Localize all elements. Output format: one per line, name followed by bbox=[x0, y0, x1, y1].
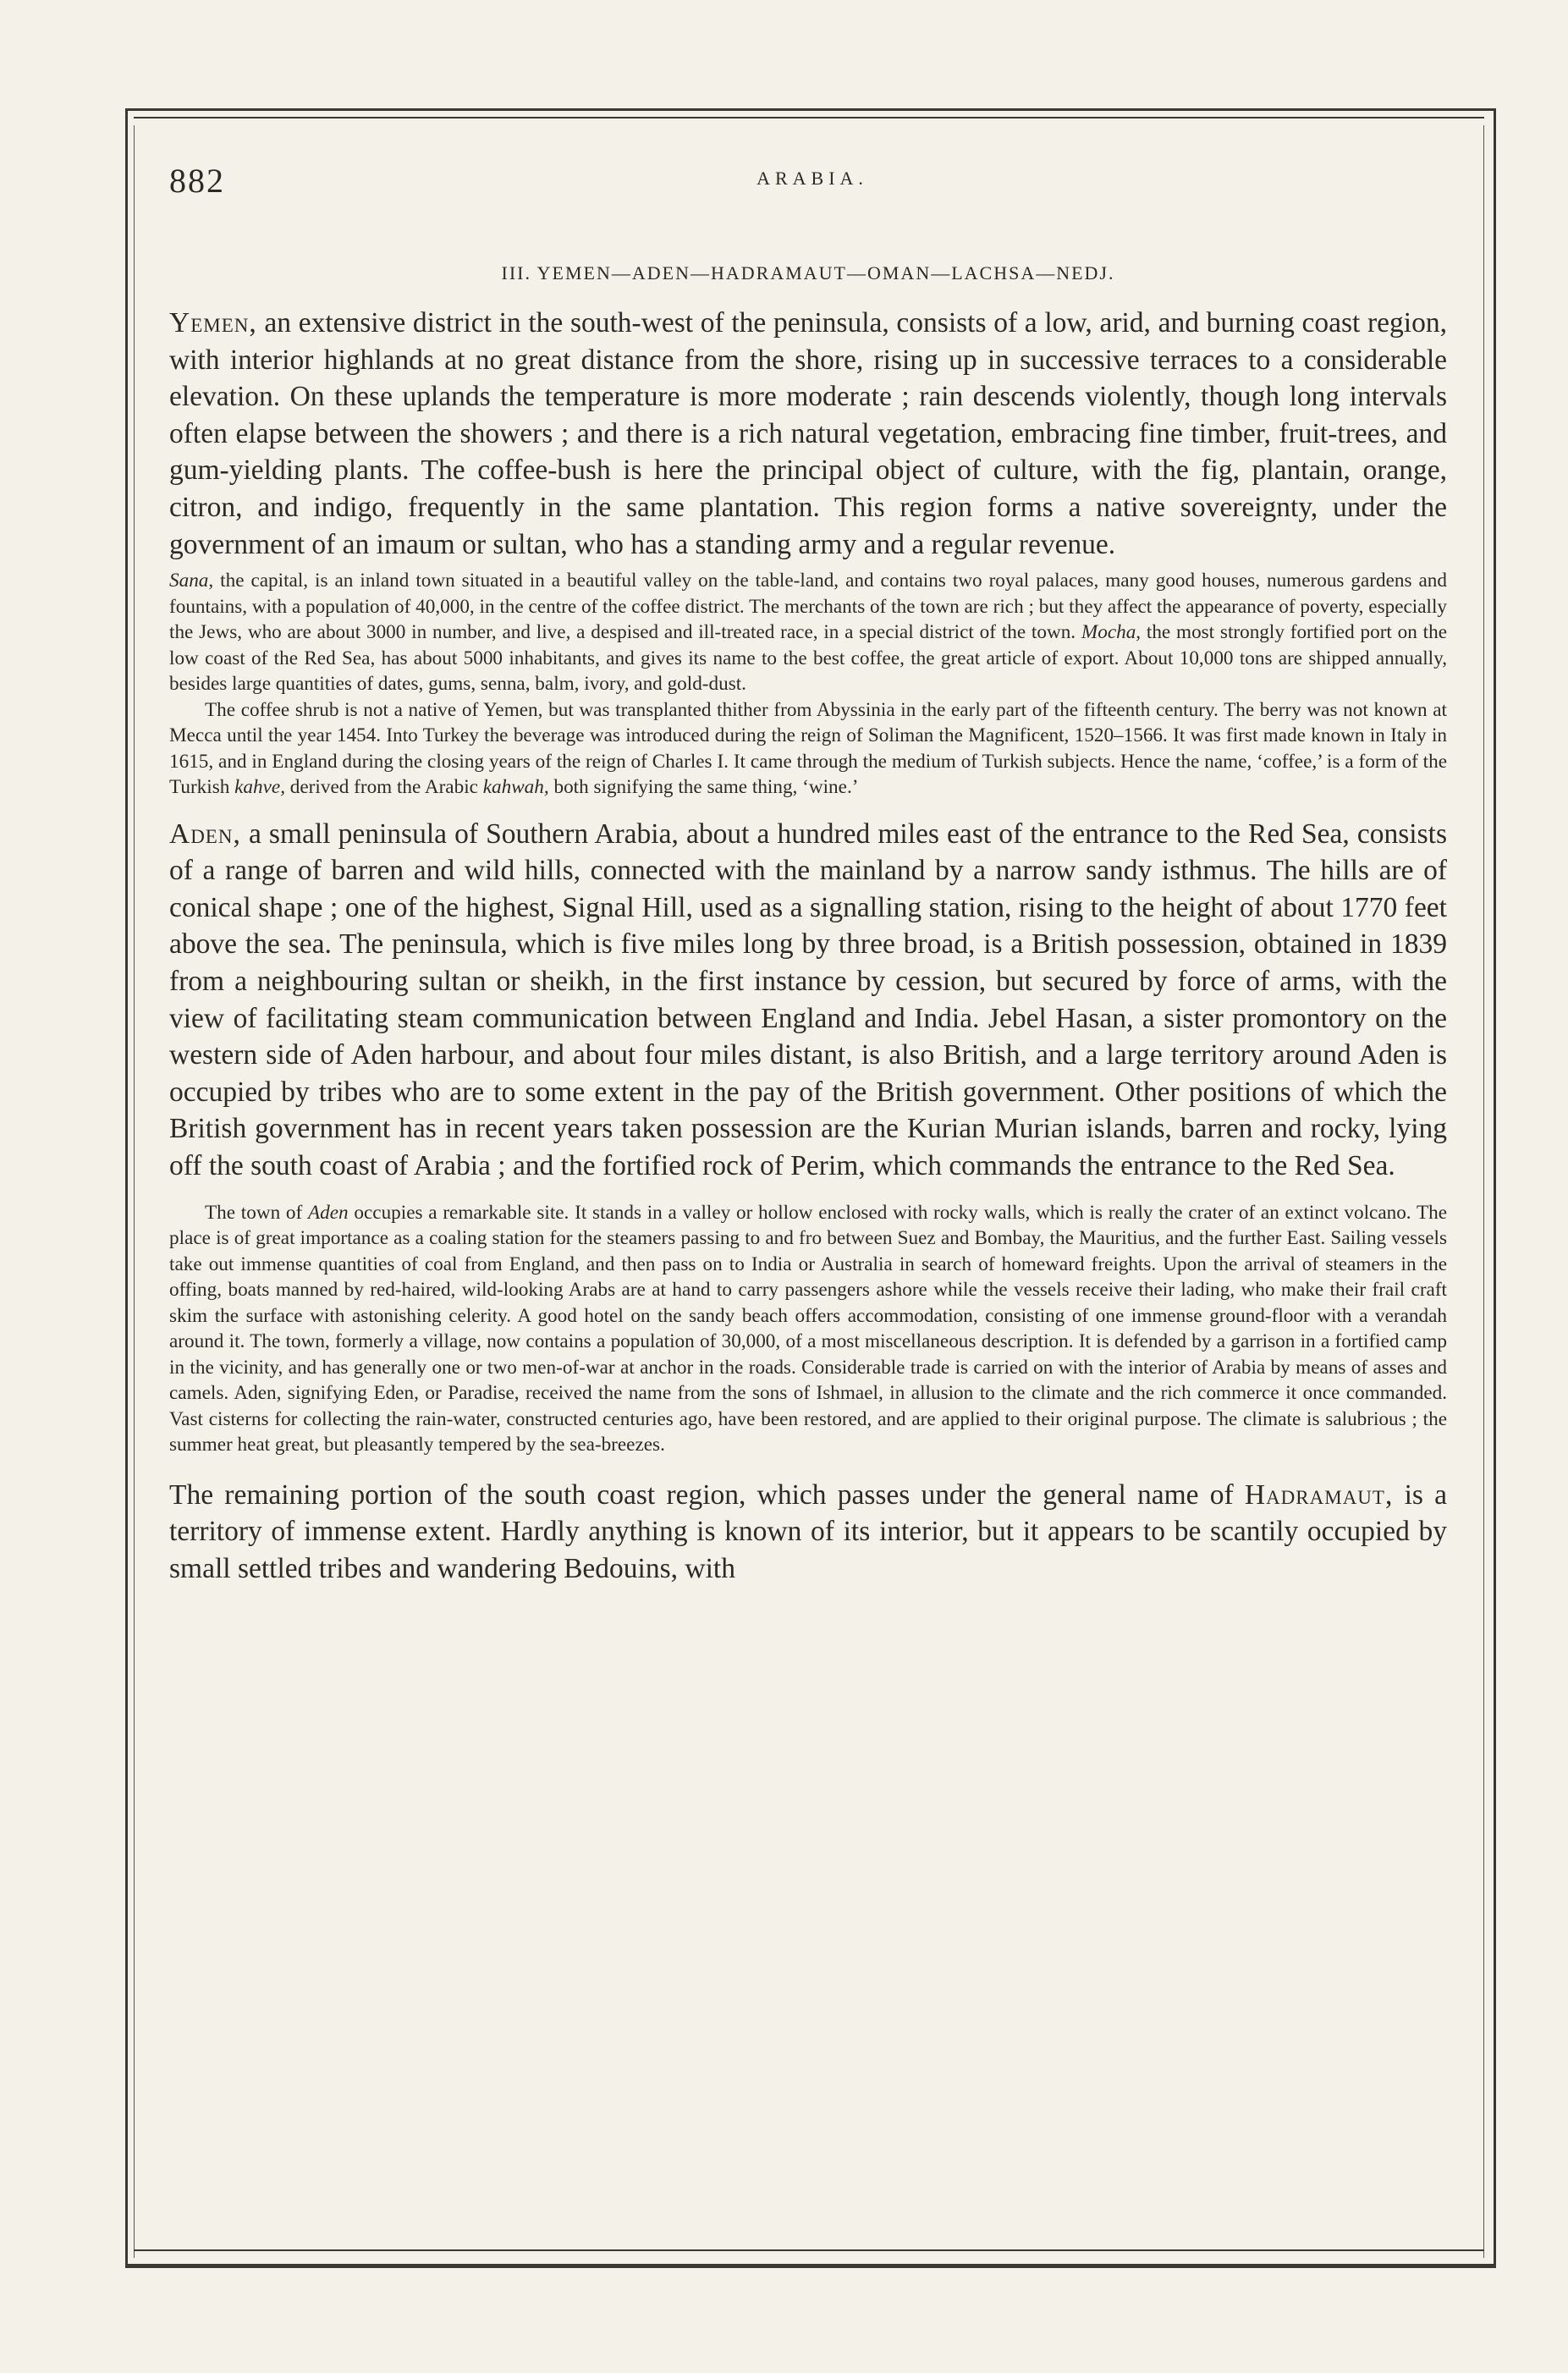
sana-term: Sana, bbox=[169, 570, 214, 592]
page-number: 882 bbox=[169, 162, 225, 200]
page-header bbox=[169, 161, 1455, 203]
coffee-note bbox=[169, 697, 1447, 801]
aden-note-text-1: The town of bbox=[205, 1201, 308, 1224]
hadramaut-paragraph bbox=[169, 1477, 1447, 1588]
running-title: ARABIA. bbox=[756, 168, 868, 189]
bottom-rule-thick bbox=[125, 2265, 1496, 2268]
page-content bbox=[169, 254, 1447, 1592]
aden-text: a small peninsula of Southern Arabia, about a hundred miles east of the entrance to the Red Sea, consists of a range of barren and wild hills, connected with the mainland by a narrow sandy isthmus. The hills are of conical shape ; one of the highest, Signal Hill, used as a signalling station, rising to the height of about 1770 feet above the sea. The peninsula, which is five miles long by three broad, is a British possession, obtained in 1839 from a neighbouring sultan or sheikh, in the first instance by cession, but secured by force of arms, with the view of facilitating steam communication between England and India. Jebel Hasan, a sister promontory on the western side of Aden harbour, and about four miles distant, is also British, and a large territory around Aden is occupied by tribes who are to some extent in the pay of the British government. Other positions of which the British government has in recent years taken possession are the Kurian Murian islands, barren and rocky, lying off the south coast of Arabia ; and the fortified rock of Perim, which commands the entrance to the Red Sea. bbox=[169, 818, 1447, 1181]
aden-note-text-2: occupies a remarkable site. It stands in a valley or hollow enclosed with rocky walls, which is really the crater of an extinct volcano. The place is of great importance as a coaling station for the steamers passing to and fro between Suez and Bombay, the Mauritius, and the further East. Sailing vessels take out immense quantities of coal from England, and then pass on to India or Australia in search of homeward freights. Upon the arrival of steamers in the offing, boats manned by red-haired, wild-looking Arabs are at hand to carry passengers ashore while the vessels receive their lading, who make their frail craft skim the surface with astonishing celerity. A good hotel on the sandy beach offers accommodation, consisting of one immense ground-floor with a verandah around it. The town, formerly a village, now contains a population of 30,000, of a most miscellaneous description. It is defended by a garrison in a fortified camp in the vicinity, and has generally one or two men-of-war at anchor in the roads. Considerable trade is carried on with the interior of Arabia by means of asses and camels. Aden, signifying Eden, or Paradise, received the name from the sons of Ishmael, in allusion to the climate and the rich commerce it once commanded. Vast cisterns for collecting the rain-water, constructed centuries ago, have been restored, and are applied to their original purpose. The climate is salubrious ; the summer heat great, but pleasantly tempered by the sea-breezes. bbox=[169, 1201, 1447, 1456]
bottom-rule-thin bbox=[134, 2249, 1484, 2251]
hadramaut-text-1: The remaining portion of the south coast region, which passes under the general name of bbox=[169, 1478, 1245, 1511]
coffee-note-text-2: derived from the Arabic bbox=[285, 776, 483, 799]
aden-lead: Aden, bbox=[169, 818, 241, 850]
mocha-term: Mocha, bbox=[1081, 621, 1142, 644]
sana-note-text-2: the most strongly fortified port on the low coast of the Red Sea, has about 5000 inhabitants, and gives its name to the best coffee, the great article of export. About 10,000 tons are shipped annually, besides large quantities of dates, gums, senna, balm, ivory, and gold-dust. bbox=[169, 621, 1447, 696]
coffee-note-text-3: both signifying the same thing, ‘wine.’ bbox=[548, 776, 859, 799]
aden-term: Aden bbox=[308, 1201, 349, 1224]
hadramaut-text-2: is a territory of immense extent. Hardly anything is known of its interior, but it appears to be scantily occupied by small settled tribes and wandering Bedouins, with bbox=[169, 1478, 1447, 1584]
yemen-text: an extensive district in the south-west of the peninsula, consists of a low, arid, and burning coast region, with interior highlands at no great distance from the shore, rising up in successive terraces to a considerable elevation. On these uplands the temperature is more moderate ; rain descends violently, though long intervals often elapse between the showers ; and there is a rich natural vegetation, embracing fine timber, fruit-trees, and gum-yielding plants. The coffee-bush is here the principal object of culture, with the fig, plantain, orange, citron, and indigo, frequently in the same plantation. This region forms a native sovereignty, under the government of an imaum or sultan, who has a standing army and a regular revenue. bbox=[169, 307, 1447, 560]
yemen-paragraph bbox=[169, 305, 1447, 563]
kahve-term: kahve, bbox=[234, 776, 285, 799]
aden-paragraph bbox=[169, 816, 1447, 1185]
sana-note bbox=[169, 568, 1447, 697]
yemen-lead: Yemen, bbox=[169, 307, 257, 339]
sana-note-text-1: the capital, is an inland town situated in a beautiful valley on the table-land, and contains two royal palaces, many good houses, numerous gardens and fountains, with a population of 40,000, in the centre of the coffee district. The merchants of the town are rich ; but they affect the appearance of poverty, especially the Jews, who are about 3000 in number, and live, a despised and ill-treated race, in a special district of the town. bbox=[169, 570, 1447, 644]
section-heading: III. YEMEN—ADEN—HADRAMAUT—OMAN—LACHSA—NEDJ. bbox=[501, 262, 1115, 284]
kahwah-term: kahwah, bbox=[482, 776, 549, 799]
aden-note bbox=[169, 1200, 1447, 1458]
coffee-note-text-1: The coffee shrub is not a native of Yemen, but was transplanted thither from Abyssinia in the early part of the fifteenth century. The berry was not known at Mecca until the year 1454. Into Turkey the beverage was introduced during the reign of Soliman the Magnificent, 1520–1566. It was first made known in Italy in 1615, and in England during the closing years of the reign of Charles I. It came through the medium of Turkish subjects. Hence the name, ‘coffee,’ is a form of the Turkish bbox=[169, 698, 1447, 799]
hadramaut-name: Hadramaut, bbox=[1244, 1478, 1394, 1511]
